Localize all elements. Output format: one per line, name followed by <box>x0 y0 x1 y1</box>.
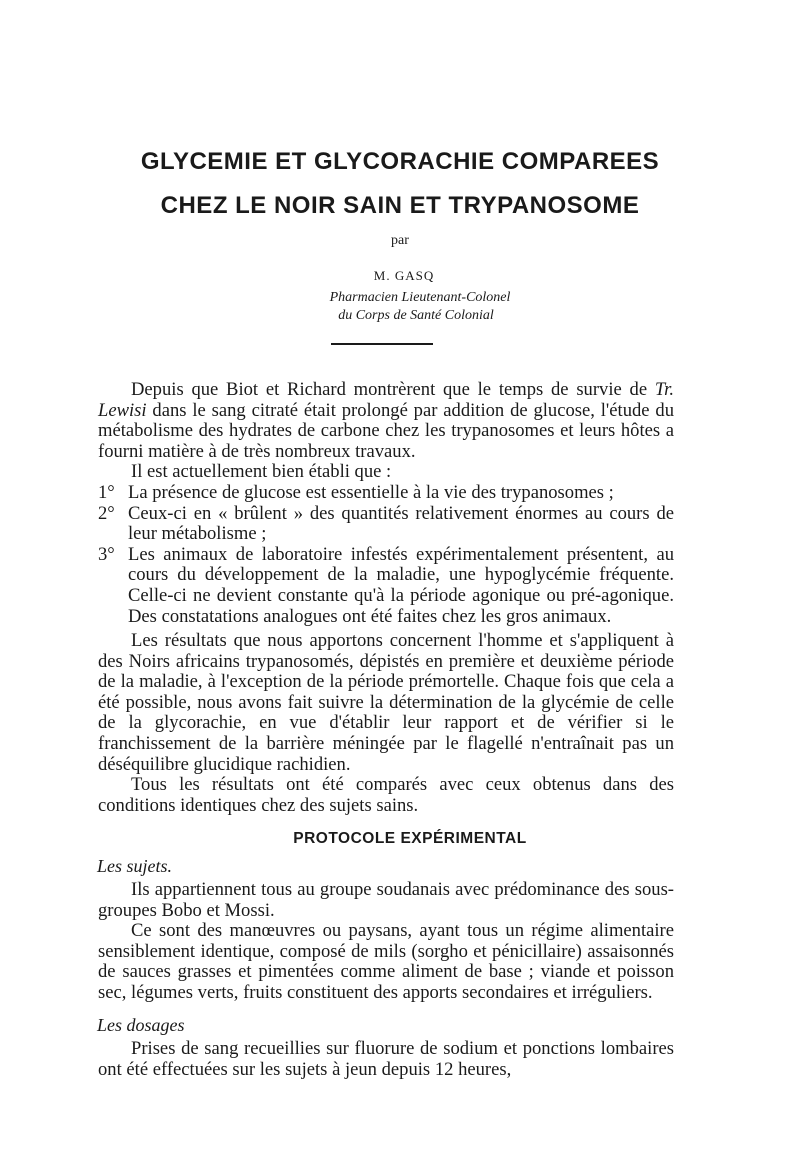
dosages-section <box>98 1039 674 1080</box>
list-item <box>98 504 674 545</box>
author-affiliation-line-1: Pharmacien Lieutenant-Colonel <box>329 290 511 305</box>
intro-lead: Il est actuellement bien établi que : <box>131 461 392 483</box>
intro-text-b: dans le sang citraté était prolongé par addition de glucose, l'étude du métabolisme des hydrates de carbone chez les trypanosomes et leurs hôtes a fourni matière à de très nombreux travaux. <box>98 399 674 462</box>
title-line-2: CHEZ LE NOIR SAIN ET TRYPANOSOME <box>160 192 640 219</box>
results-paragraph-2: Tous les résultats ont été comparés avec ceux obtenus dans des conditions identiques chez des sujets sains. <box>98 774 674 816</box>
sujets-paragraph: Ils appartiennent tous au groupe soudanais avec prédominance des sous-groupes Bobo et Mossi. <box>98 879 674 921</box>
title-line-1: GLYCEMIE ET GLYCORACHIE COMPAREES <box>140 148 660 175</box>
by-label: par <box>391 233 409 248</box>
list-item-number: 1° <box>98 481 115 503</box>
sujets-paragraph-2: Ce sont des manœuvres ou paysans, ayant tous un régime alimentaire sensiblement identique, composé de mils (sorgho et pénicillaire) assaisonnés de sauces grasses et pimentées comme aliment de base ; viande et poisson sec, légumes verts, fruits constituent des apports secondaires et irréguliers. <box>98 920 674 1003</box>
list-item-number: 3° <box>98 543 115 565</box>
author-affiliation-line-2: du Corps de Santé Colonial <box>338 308 494 323</box>
author-name: M. GASQ <box>373 268 435 283</box>
list-item-text: La présence de glucose est essentielle à la vie des trypanosomes ; <box>128 481 614 503</box>
dosages-paragraph: Prises de sang recueillies sur fluorure de sodium et ponctions lombaires ont été effectuées sur les sujets à jeun depuis 12 heures, <box>98 1038 674 1080</box>
list-item <box>98 545 674 627</box>
list-item-text: Ceux-ci en « brûlent » des quantités relativement énormes au cours de leur métabolisme ; <box>128 502 674 545</box>
section-heading: PROTOCOLE EXPÉRIMENTAL <box>293 830 527 847</box>
separator-rule <box>331 343 433 345</box>
subsection-title-sujets: Les sujets. <box>97 856 173 876</box>
results-section <box>98 631 674 816</box>
intro-section <box>98 380 674 627</box>
species-name: Tr. Lewisi <box>98 379 674 421</box>
sujets-section <box>98 880 674 1004</box>
intro-paragraph <box>98 380 674 462</box>
list-item-text: Les animaux de laboratoire infestés expérimentalement présentent, au cours du développement de la maladie, une hypoglycémie fréquente. Celle-ci ne devient constante qu'à la période agonique ou pré-agonique. Des constatations analogues ont été faites chez les gros animaux. <box>128 543 674 627</box>
list-item-number: 2° <box>98 502 115 524</box>
subsection-title-dosages: Les dosages <box>97 1015 185 1035</box>
list-item <box>98 483 674 504</box>
intro-text-a: Depuis que Biot et Richard montrèrent que le temps de survie de <box>131 379 655 400</box>
results-paragraph: Les résultats que nous apportons concernent l'homme et s'appliquent à des Noirs africains trypanosomés, dépistés en première et deuxième période de la maladie, à l'exception de la période prémortelle. Chaque fois que cela a été possible, nous avons fait suivre la détermination de la glycémie de celle de la glycorachie, en vue d'établir leur rapport et de vérifier si le franchissement de la barrière méningée par le flagellé n'entraînait pas un déséquilibre glucidique rachidien. <box>98 630 674 775</box>
